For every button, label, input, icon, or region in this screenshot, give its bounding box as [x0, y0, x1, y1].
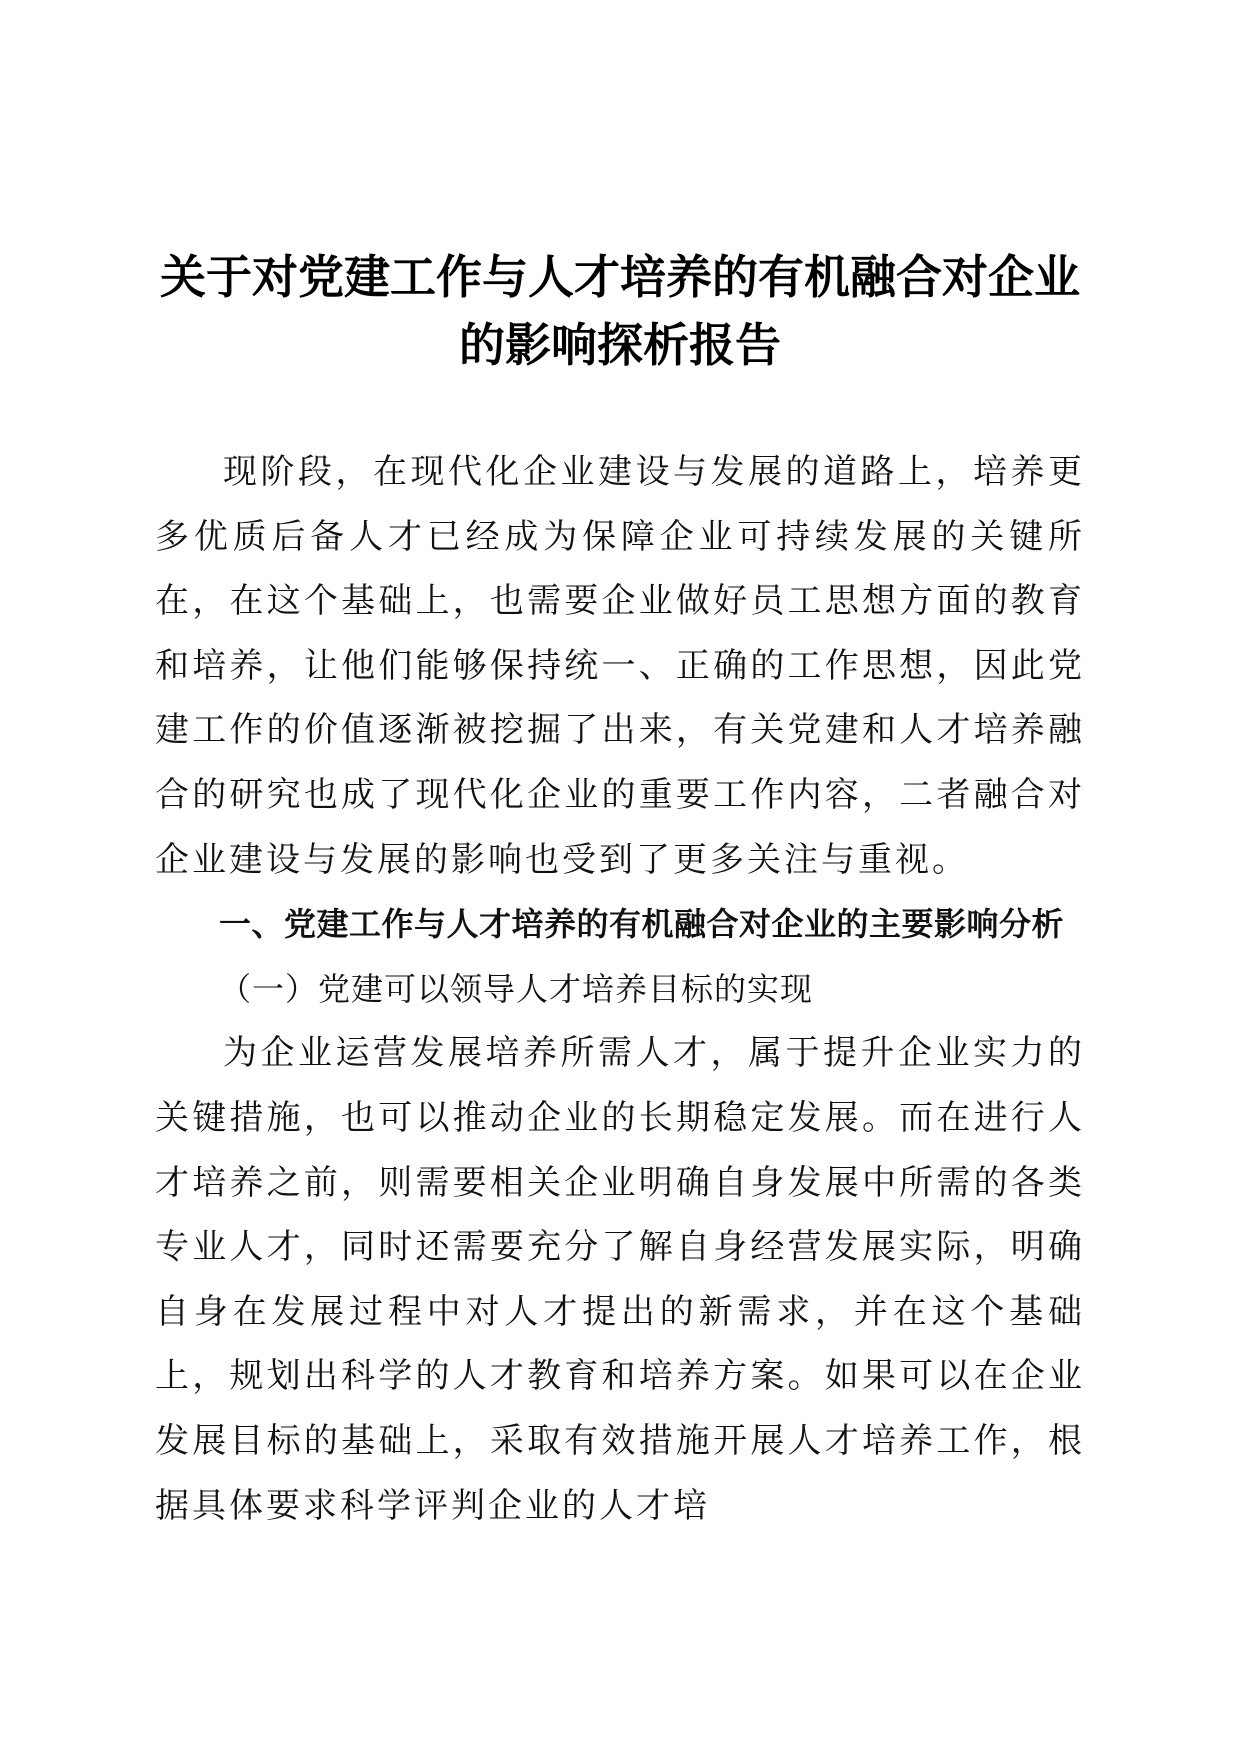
- subsection-1-paragraph: 为企业运营发展培养所需人才，属于提升企业实力的关键措施，也可以推动企业的长期稳定发展。而在进行人才培养之前，则需要相关企业明确自身发展中所需的各类专业人才，同时还需要充分了解自身经营发展实际，明确自身在发展过程中对人才提出的新需求，并在这个基础上，规划出科学的人才教育和培养方案。如果可以在企业发展目标的基础上，采取有效措施开展人才培养工作，根据具体要求科学评判企业的人才培: [155, 1033, 1085, 1526]
- section-1-heading: 一、党建工作与人才培养的有机融合对企业的主要影响分析: [219, 905, 1065, 944]
- title-line-1: 关于对党建工作与人才培养的有机融合对企业: [160, 250, 1080, 304]
- subsection-1-heading: （一）党建可以领导人才培养目标的实现: [219, 969, 814, 1008]
- intro-paragraph: 现阶段，在现代化企业建设与发展的道路上，培养更多优质后备人才已经成为保障企业可持续发展的关键所在，在这个基础上，也需要企业做好员工思想方面的教育和培养，让他们能够保持统一、正确的工作思想，因此党建工作的价值逐渐被挖掘了出来，有关党建和人才培养融合的研究也成了现代化企业的重要工作内容，二者融合对企业建设与发展的影响也受到了更多关注与重视。: [155, 452, 1085, 880]
- title-line-2: 的影响探析报告: [459, 318, 781, 372]
- document-body: [155, 440, 1085, 1538]
- document-title: [155, 243, 1085, 379]
